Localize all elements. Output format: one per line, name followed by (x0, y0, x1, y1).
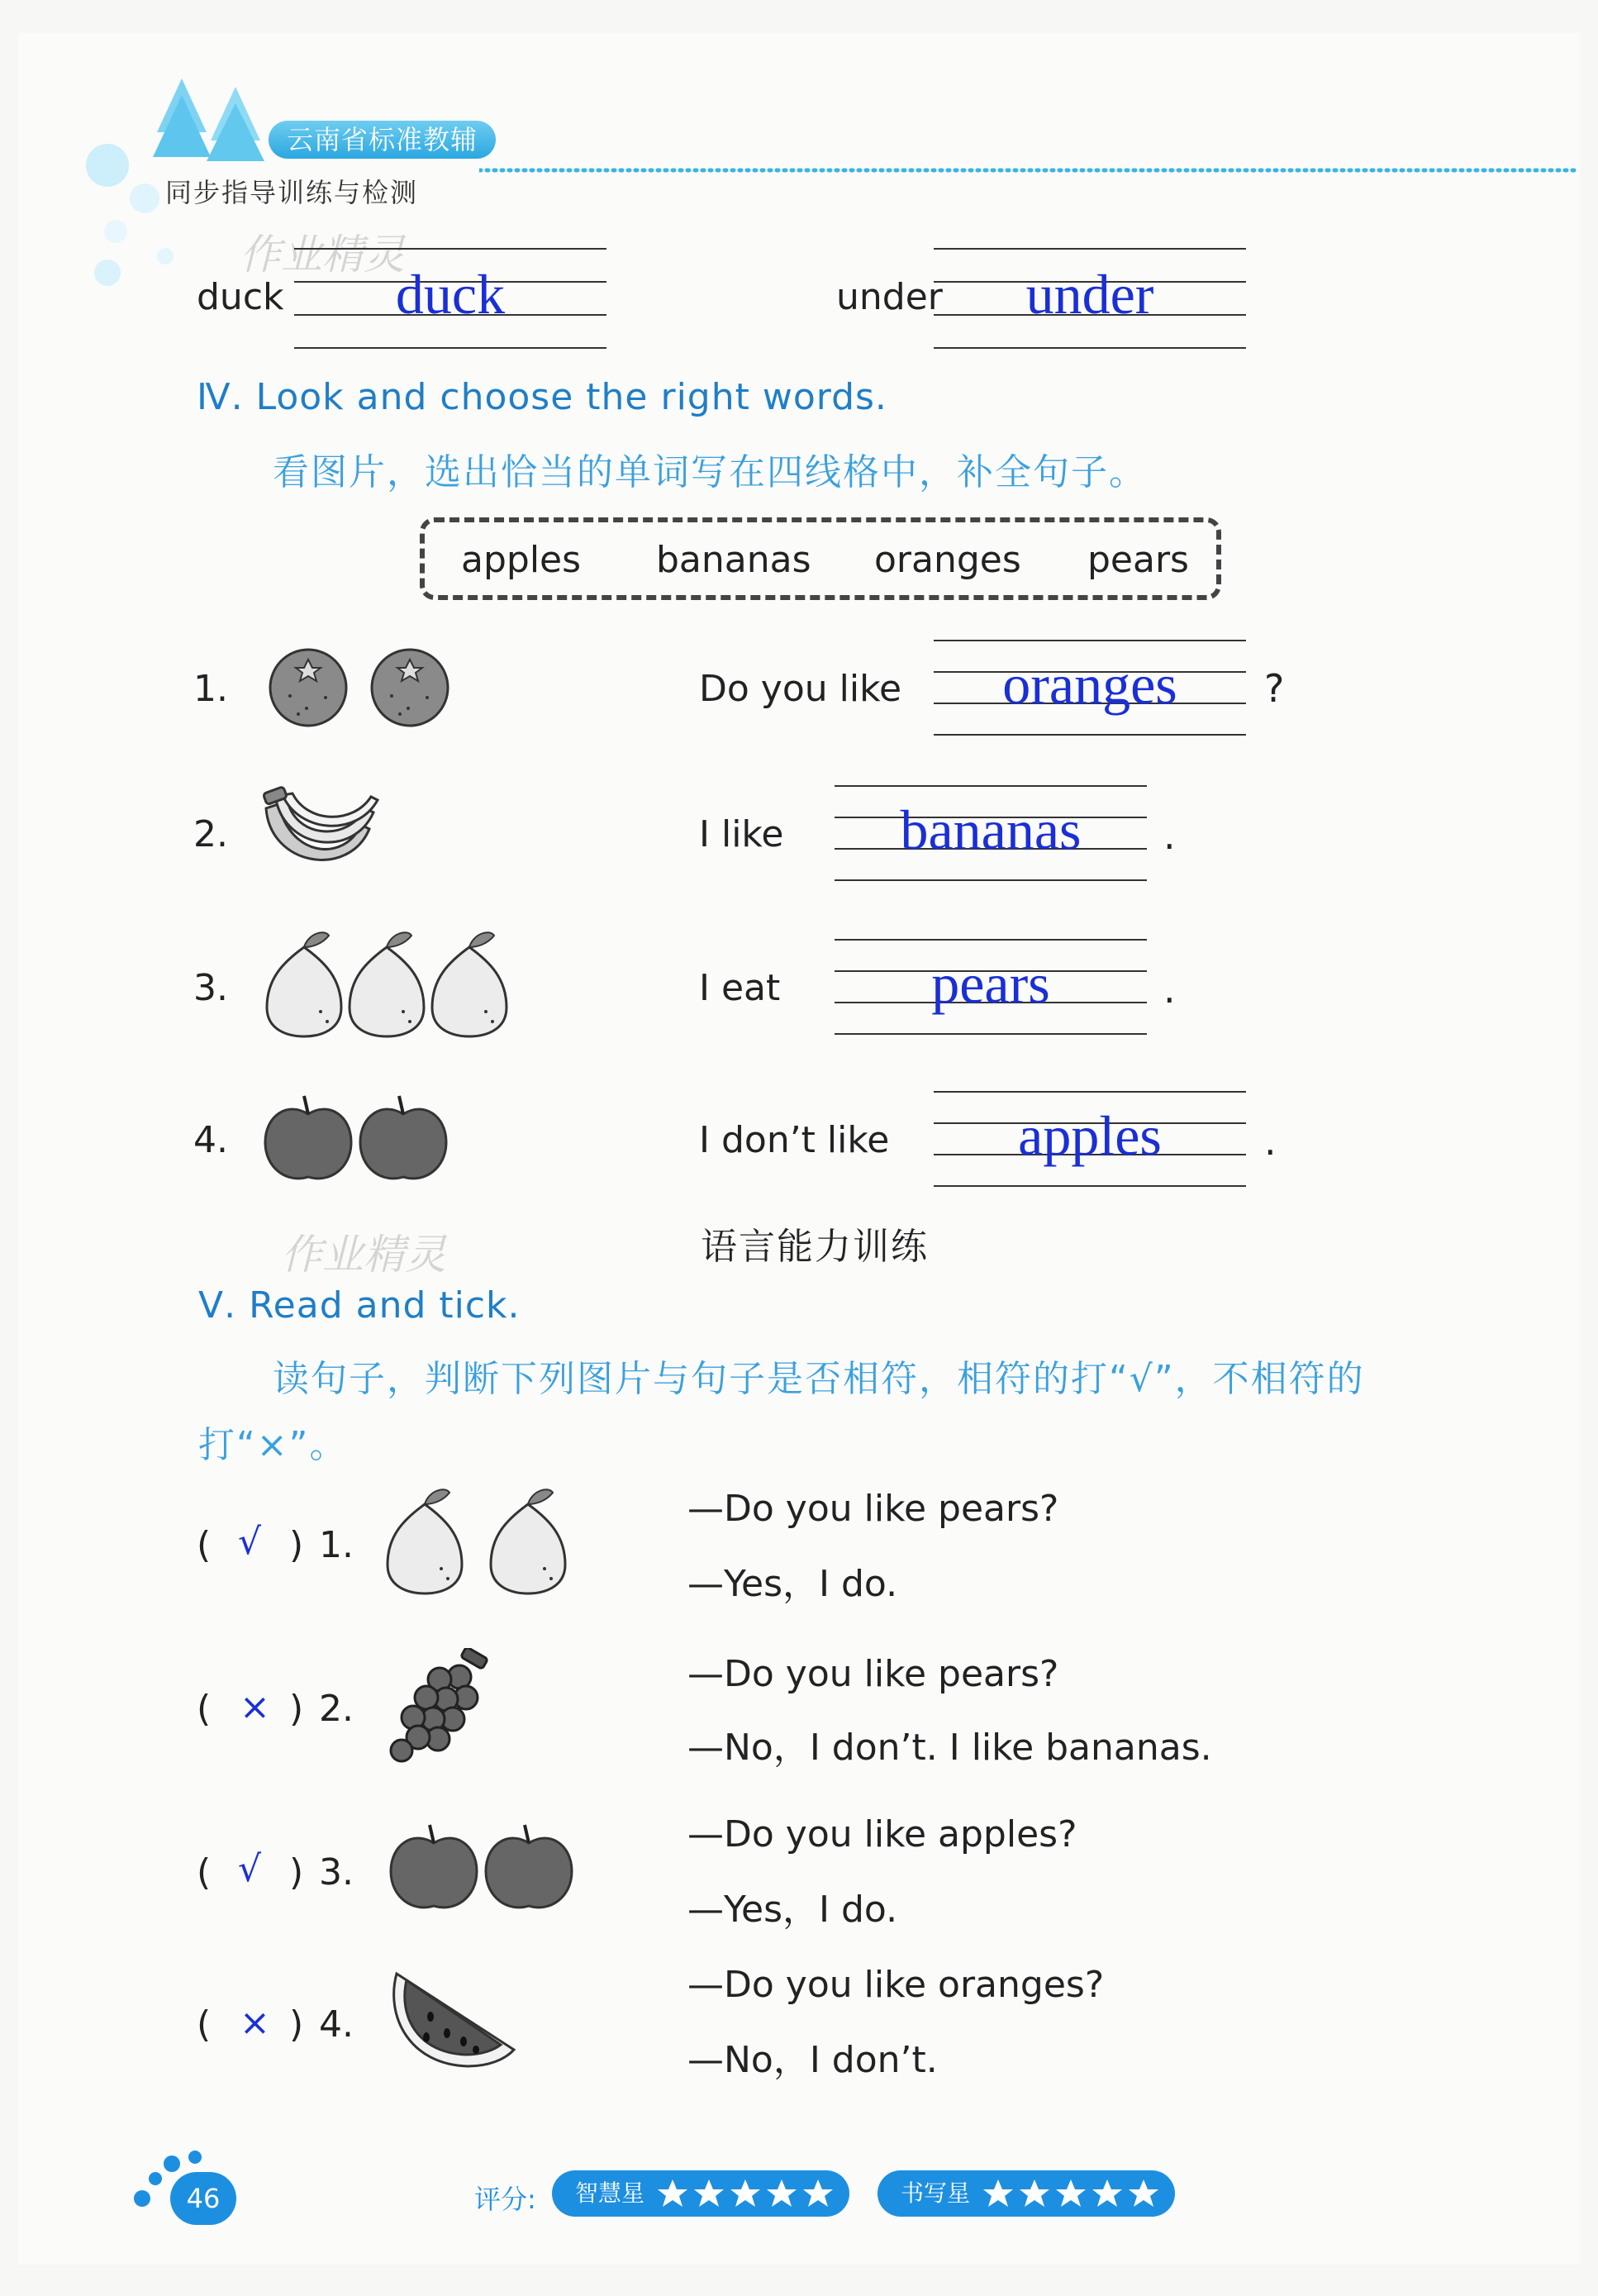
book-subtitle: 同步指导训练与检测 (165, 177, 419, 208)
answer-duck: duck (395, 263, 506, 326)
grapes-icon (383, 1648, 499, 1764)
answer-under: under (1025, 263, 1154, 326)
answer-mark-2: × (240, 1686, 270, 1728)
word-bank-item: oranges (874, 539, 1021, 581)
bananas-icon (258, 784, 382, 883)
dialog-question-3: —Do you like apples? (687, 1813, 1077, 1855)
four-line-box-item-2 (835, 785, 1147, 879)
series-badge: 云南省标准教辅 (269, 121, 496, 159)
item-5-4-number: 4. (319, 2003, 354, 2046)
dialog-answer-4: —No，I don’t. (687, 2039, 938, 2081)
answer-item-4: apples (1018, 1104, 1162, 1167)
item-4-3-end: . (1163, 967, 1176, 1012)
item-4-1-prefix: Do you like (699, 668, 902, 710)
two-apples-icon (388, 1822, 578, 1916)
wisdom-stars-pill (552, 2170, 849, 2217)
item-4-2-end: . (1163, 813, 1176, 858)
item-5-3-number: 3. (319, 1851, 354, 1893)
wisdom-star-rating-icon (658, 2179, 839, 2208)
answer-item-2: bananas (900, 798, 1082, 861)
two-oranges-icon (261, 646, 459, 729)
writing-star-rating-icon (983, 2179, 1165, 2208)
paren-close: ) (289, 1688, 304, 1730)
answer-item-3: pears (931, 952, 1050, 1015)
paren-close: ) (289, 1524, 304, 1566)
dialog-answer-2: —No，I don’t. I like bananas. (687, 1727, 1212, 1769)
watermark-text: 作业精灵 (281, 1231, 446, 1279)
score-label: 评分: (474, 2184, 536, 2215)
four-line-box-under (934, 248, 1246, 347)
prompt-duck: duck (197, 276, 284, 318)
dialog-answer-3: —Yes，I do. (687, 1889, 898, 1931)
paren-close: ) (289, 2003, 304, 2046)
two-pears-icon (383, 1486, 573, 1597)
section-4-instruction: 看图片，选出恰当的单词写在四线格中，补全句子。 (273, 451, 1147, 493)
word-bank-item: apples (461, 539, 582, 581)
page-number: 46 (170, 2172, 236, 2225)
skill-heading: 语言能力训练 (701, 1226, 929, 1268)
paren-open: ( (197, 1524, 212, 1566)
writing-stars-pill (877, 2170, 1175, 2217)
item-4-4-number: 4. (193, 1119, 228, 1161)
answer-mark-4: × (240, 2002, 270, 2044)
dialog-answer-1: —Yes，I do. (687, 1563, 898, 1605)
word-bank-box (420, 517, 1221, 600)
item-4-4-end: . (1264, 1119, 1277, 1164)
wisdom-label: 智慧星 (575, 2179, 645, 2207)
paren-close: ) (289, 1851, 304, 1893)
answer-item-1: oranges (1002, 653, 1177, 716)
section-5-instruction-line1: 读句子，判断下列图片与句子是否相符，相符的打“√”，不相符的 (273, 1358, 1365, 1400)
item-5-2-number: 2. (319, 1688, 354, 1730)
pine-trees-logo-icon (149, 74, 281, 165)
two-apples-icon (263, 1093, 453, 1187)
item-5-1-number: 1. (319, 1524, 354, 1566)
item-4-2-number: 2. (193, 813, 228, 855)
section-5-instruction-line2: 打“×”。 (198, 1424, 348, 1466)
four-line-box-duck (294, 248, 606, 347)
four-line-box-item-1 (934, 640, 1246, 734)
dialog-question-1: —Do you like pears? (687, 1488, 1059, 1530)
four-line-box-item-3 (835, 939, 1147, 1033)
dialog-question-4: —Do you like oranges? (687, 1964, 1105, 2006)
answer-mark-3: √ (238, 1848, 262, 1890)
item-4-3-prefix: I eat (699, 967, 781, 1009)
paren-open: ( (197, 1688, 212, 1730)
item-4-4-prefix: I don’t like (699, 1119, 890, 1161)
prompt-under: under (836, 276, 943, 318)
four-line-box-item-4 (934, 1091, 1246, 1185)
item-4-1-end: ? (1264, 666, 1285, 711)
paren-open: ( (197, 1851, 212, 1893)
word-bank-item: pears (1087, 539, 1189, 581)
section-5-title: Ⅴ. Read and tick. (198, 1284, 521, 1327)
answer-mark-1: √ (238, 1521, 262, 1563)
header-dotted-rule (479, 167, 1578, 174)
word-bank-item: bananas (656, 539, 811, 581)
writing-label: 书写星 (901, 2179, 971, 2207)
paren-open: ( (197, 2003, 212, 2046)
dialog-question-2: —Do you like pears? (687, 1653, 1059, 1695)
three-pears-icon (263, 929, 519, 1040)
item-4-3-number: 3. (193, 967, 228, 1009)
item-4-1-number: 1. (193, 668, 228, 710)
watermelon-slice-icon (385, 1967, 517, 2070)
section-4-title: Ⅳ. Look and choose the right words. (197, 376, 887, 418)
watermark-text: 作业精灵 (240, 231, 405, 279)
item-4-2-prefix: I like (699, 813, 784, 855)
